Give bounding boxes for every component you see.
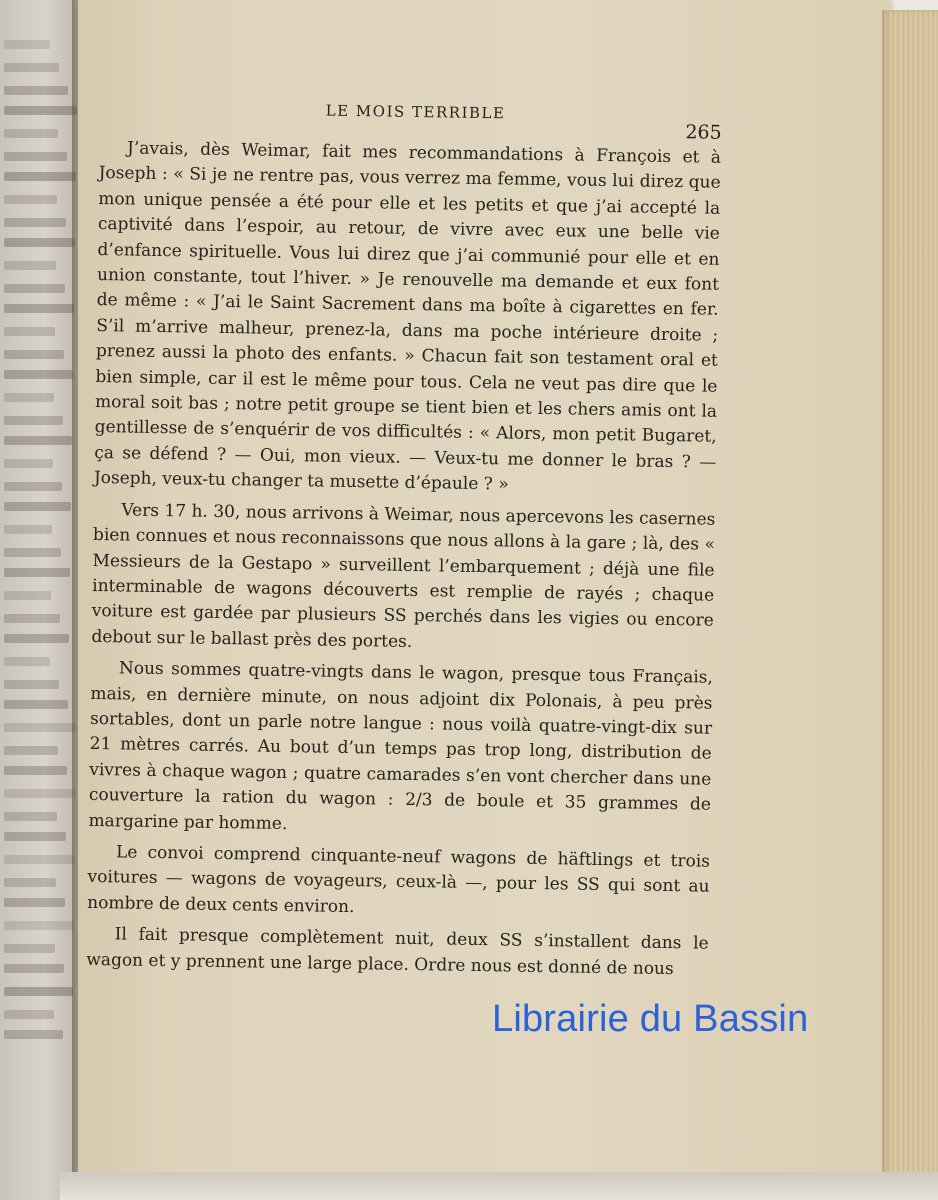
paragraph: J’avais, dès Weimar, fait mes recommandations à François et à Joseph : « Si je ne rentre pas, vous verrez ma femme, vous lui direz que mon unique pensée a été pour elle et les petits et que j’ai accepté la captivité dans l’espoir, au retour, de vivre avec eux une belle vie d’enfance spirituelle. Vous lui direz que j’ai communié pour elle et en union constante, tout l’hiver. » Je renouvelle ma demande et eux font de même : « J’ai le Saint Sacrement dans ma boîte à cigarettes en fer. S’il m’arrive malheur, prenez-la, dans ma poche intérieure droite ; prenez aussi la photo des enfants. » Chacun fait son testament oral et bien simple, car il est le même pour tous. Cela ne veut pas dire que le moral soit bas ; notre petit groupe se tient bien et les chers amis ont la gentillesse de s’enquérir de vos difficultés : « Alors, mon petit Bugaret, ça se défend ? — Oui, mon vieux. — Veux-tu me donner le bras ? — Joseph, veux-tu changer ta musette d’épaule ? » <box>93 138 722 495</box>
running-head: LE MOIS TERRIBLE <box>325 101 506 123</box>
facing-page-text-line <box>4 700 68 709</box>
paragraph: Vers 17 h. 30, nous arrivons à Weimar, nous apercevons les casernes bien connues et nous reconnaissons que nous allons à la gare ; là, des « Messieurs de la Gestapo » surveillent l’embarquement ; déjà une file interminable de wagons découverts est remplie de rayés ; chaque voiture est gardée par plusieurs SS perchés dans les vigies ou encore debout sur le ballast près des portes. <box>91 500 716 652</box>
page-edges <box>882 10 938 1180</box>
facing-page-text-line <box>4 436 72 445</box>
facing-page-text-line <box>4 723 77 732</box>
facing-page-text-line <box>4 1030 63 1039</box>
facing-page-text-line <box>4 459 53 468</box>
facing-page-text-line <box>4 195 57 204</box>
facing-page-text-line <box>4 921 74 930</box>
facing-page-text-line <box>4 568 70 577</box>
paragraph: Il fait presque complètement nuit, deux SS s’installent dans le wagon et y prennent une large place. Ordre nous est donné de nous <box>86 924 709 979</box>
facing-page-text-line <box>4 416 63 425</box>
facing-page-text-line <box>4 944 55 953</box>
facing-page-text-line <box>4 172 76 181</box>
paragraph: Nous sommes quatre-vingts dans le wagon, presque tous Français, mais, en dernière minute, on nous adjoint dix Polonais, à peu près sortables, dont un parle notre langue : nous voilà quatre-vingt-dix sur 21 mètres carrés. Au bout d’un temps pas trop long, distribution de vivres à chaque wagon ; quatre camarades s’en vont chercher dans une couverture la ration du wagon : 2/3 de boule et 35 grammes de margarine par homme. <box>88 658 713 834</box>
facing-page-text-line <box>4 878 56 887</box>
facing-page-text-line <box>4 987 73 996</box>
facing-page-text-line <box>4 832 66 841</box>
table-surface <box>60 1172 938 1200</box>
facing-page-text-line <box>4 548 61 557</box>
facing-page-text-line <box>4 812 57 821</box>
facing-page-text-line <box>4 766 67 775</box>
facing-page-text-line <box>4 40 50 49</box>
facing-page-text-line <box>4 86 68 95</box>
facing-page-text-line <box>4 591 51 600</box>
facing-page-text-line <box>4 525 52 534</box>
facing-page-text-line <box>4 614 60 623</box>
facing-page-edge <box>0 0 80 1200</box>
facing-page-text-line <box>4 657 50 666</box>
facing-page-text-line <box>4 284 65 293</box>
seller-watermark: Librairie du Bassin <box>492 998 809 1040</box>
facing-page-text-line <box>4 327 55 336</box>
facing-page-text-line <box>4 964 64 973</box>
page-body <box>86 136 721 989</box>
facing-page-text-line <box>4 746 58 755</box>
facing-page-text-line <box>4 129 58 138</box>
facing-page-text-line <box>4 855 75 864</box>
facing-page-text-line <box>4 898 65 907</box>
facing-page-text-line <box>4 393 54 402</box>
page-number: 265 <box>685 121 722 144</box>
facing-page-text-line <box>4 634 69 643</box>
facing-page-text-line <box>4 482 62 491</box>
facing-page-text-line <box>4 1010 54 1019</box>
facing-page-text-line <box>4 680 59 689</box>
facing-page-text-line <box>4 63 59 72</box>
facing-page-text-line <box>4 238 75 247</box>
facing-page-text-line <box>4 261 56 270</box>
facing-page-text-line <box>4 789 76 798</box>
facing-page-text-line <box>4 304 74 313</box>
facing-page-text-line <box>4 350 64 359</box>
facing-page-text-line <box>4 502 71 511</box>
paragraph: Le convoi comprend cinquante-neuf wagons de häftlings et trois voitures — wagons de voyageurs, ceux-là —, pour les SS qui sont au nombre de deux cents environ. <box>87 842 711 917</box>
facing-page-text-line <box>4 106 77 115</box>
facing-page-text-line <box>4 370 73 379</box>
facing-page-text-line <box>4 218 66 227</box>
facing-page-text-line <box>4 152 67 161</box>
